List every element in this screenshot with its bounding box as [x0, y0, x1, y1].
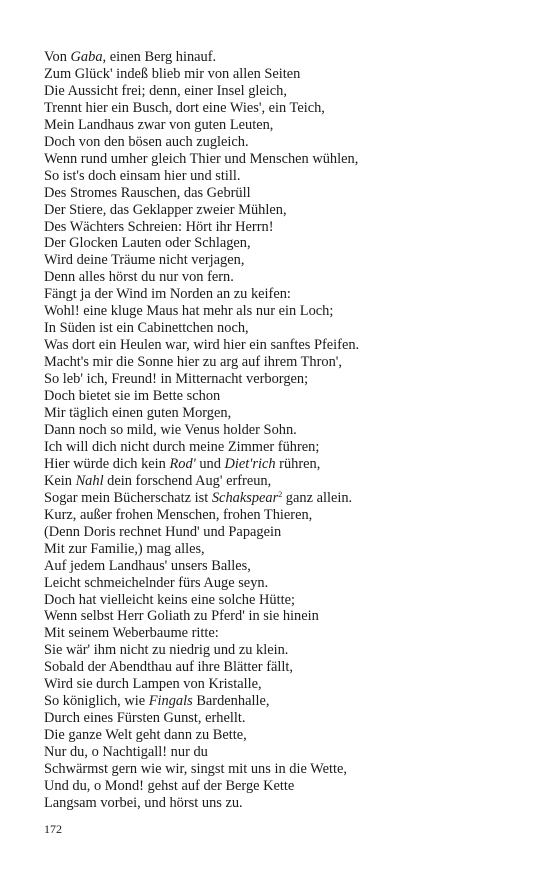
line-text: Des Stromes Rauschen, das Gebrüll: [44, 184, 251, 201]
italic-text: Schakspear: [211, 489, 279, 506]
poem-line: [44, 303, 524, 320]
italic-text: Diet'rich: [224, 455, 276, 472]
poem-line: [44, 269, 524, 286]
line-text: Denn alles hörst du nur von fern.: [44, 269, 234, 286]
poem-line: [44, 117, 524, 134]
poem-line: [44, 592, 524, 609]
line-text: Bardenhalle,: [192, 693, 270, 710]
line-text: Schwärmst gern wie wir, singst mit uns in die Wette,: [44, 761, 347, 778]
line-text: Doch hat vielleicht keins eine solche Hütte;: [44, 591, 295, 608]
poem-line: [44, 795, 524, 812]
line-text: Ich will dich nicht durch meine Zimmer führen;: [44, 438, 320, 455]
line-text: So leb' ich, Freund! in Mitternacht verborgen;: [44, 371, 309, 388]
italic-text: Gaba,: [70, 49, 107, 65]
poem-line: [44, 507, 524, 524]
line-text: Nur du, o Nachtigall! nur du: [44, 744, 208, 761]
poem-line: [44, 83, 524, 100]
line-text: Wird deine Träume nicht verjagen,: [44, 252, 245, 269]
poem-line: [44, 473, 524, 490]
poem-line: [44, 405, 524, 422]
poem-line: [44, 778, 524, 795]
line-text: Dann noch so mild, wie Venus holder Sohn.: [44, 421, 297, 438]
poem-line: [44, 202, 524, 219]
line-text: Wird sie durch Lampen von Kristalle,: [44, 676, 262, 693]
line-text: Die Aussicht frei; denn, einer Insel gleich,: [44, 82, 287, 99]
poem-line: [44, 371, 524, 388]
poem-line: [44, 134, 524, 151]
line-text: Mein Landhaus zwar von guten Leuten,: [44, 116, 274, 133]
poem-line: [44, 100, 524, 117]
line-text: Sogar mein Bücherschatz ist: [44, 489, 212, 506]
line-text: (Denn Doris rechnet Hund' und Papagein: [44, 523, 282, 540]
line-text: Der Stiere, das Geklapper zweier Mühlen,: [44, 201, 287, 218]
line-text: Trennt hier ein Busch, dort eine Wies', ein Teich,: [44, 99, 325, 116]
line-text: dein forschend Aug' erfreun,: [103, 472, 272, 489]
line-text: Macht's mir die Sonne hier zu arg auf ihrem Thron',: [44, 354, 342, 371]
line-text: Leicht schmeichelnder fürs Auge seyn.: [44, 574, 269, 591]
line-text: Langsam vorbei, und hörst uns zu.: [44, 794, 243, 811]
line-text: Zum Glück' indeß blieb mir von allen Seiten: [44, 65, 301, 82]
italic-text: Rod': [169, 455, 196, 472]
poem-line: [44, 354, 524, 371]
footnote-marker[interactable]: 2: [278, 489, 283, 499]
poem-line: [44, 693, 524, 710]
poem-line: [44, 608, 524, 625]
line-text: Des Wächters Schreien: Hört ihr Herrn!: [44, 218, 274, 235]
italic-text: Fingals: [148, 693, 193, 710]
poem-line: [44, 49, 524, 66]
line-text: Kein: [44, 472, 76, 489]
poem-line: [44, 235, 524, 252]
line-text: Mir täglich einen guten Morgen,: [44, 405, 232, 422]
line-text: So ist's doch einsam hier und still.: [44, 167, 241, 184]
poem-line: [44, 727, 524, 744]
line-text: einen Berg hinauf.: [106, 49, 217, 65]
line-text: Was dort ein Heulen war, wird hier ein sanftes Pfeifen.: [44, 337, 360, 354]
line-text: Doch von den bösen auch zugleich.: [44, 133, 249, 150]
poem-line: [44, 185, 524, 202]
poem-line: [44, 761, 524, 778]
line-text: Fängt ja der Wind im Norden an zu keifen:: [44, 286, 291, 303]
poem-text: [44, 49, 524, 812]
poem-line: [44, 490, 524, 507]
poem-line: [44, 575, 524, 592]
poem-line: [44, 151, 524, 168]
line-text: Hier würde dich kein: [44, 455, 170, 472]
poem-line: [44, 710, 524, 727]
poem-line: [44, 388, 524, 405]
line-text: Mit seinem Weberbaume ritte:: [44, 625, 219, 642]
poem-line: [44, 286, 524, 303]
poem-line: [44, 66, 524, 83]
line-text: Doch bietet sie im Bette schon: [44, 388, 221, 405]
poem-line: [44, 219, 524, 236]
line-text: Mit zur Familie,) mag alles,: [44, 540, 205, 557]
poem-line: [44, 320, 524, 337]
poem-line: [44, 558, 524, 575]
poem-line: [44, 524, 524, 541]
line-text: rühren,: [275, 455, 321, 472]
line-text: Sobald der Abendthau auf ihre Blätter fällt,: [44, 659, 293, 676]
line-text: Wohl! eine kluge Maus hat mehr als nur ein Loch;: [44, 303, 334, 320]
line-text: Von: [44, 49, 71, 65]
line-text: Kurz, außer frohen Menschen, frohen Thieren,: [44, 506, 313, 523]
italic-text: Nahl: [75, 472, 104, 489]
line-text: So königlich, wie: [44, 693, 149, 710]
poem-line: [44, 422, 524, 439]
poem-line: [44, 541, 524, 558]
line-text: In Süden ist ein Cabinettchen noch,: [44, 320, 249, 337]
line-text: Auf jedem Landhaus' unsers Balles,: [44, 557, 251, 574]
poem-line: [44, 337, 524, 354]
poem-line: [44, 676, 524, 693]
line-text: Sie wär' ihm nicht zu niedrig und zu klein.: [44, 642, 289, 659]
poem-line: [44, 168, 524, 185]
poem-line: [44, 659, 524, 676]
poem-line: [44, 252, 524, 269]
poem-line: [44, 642, 524, 659]
poem-line: [44, 456, 524, 473]
line-text: Wenn rund umher gleich Thier und Menschen wühlen,: [44, 150, 359, 167]
line-text: Und du, o Mond! gehst auf der Berge Kette: [44, 777, 295, 794]
line-text: und: [195, 455, 225, 472]
line-text: Die ganze Welt geht dann zu Bette,: [44, 727, 247, 744]
line-text: ganz allein.: [282, 489, 353, 506]
poem-line: [44, 744, 524, 761]
line-text: Der Glocken Lauten oder Schlagen,: [44, 235, 251, 252]
poem-line: [44, 439, 524, 456]
line-text: Durch eines Fürsten Gunst, erhellt.: [44, 710, 246, 727]
page-number: 172: [44, 822, 62, 836]
line-text: Wenn selbst Herr Goliath zu Pferd' in sie hinein: [44, 608, 319, 625]
poem-line: [44, 625, 524, 642]
